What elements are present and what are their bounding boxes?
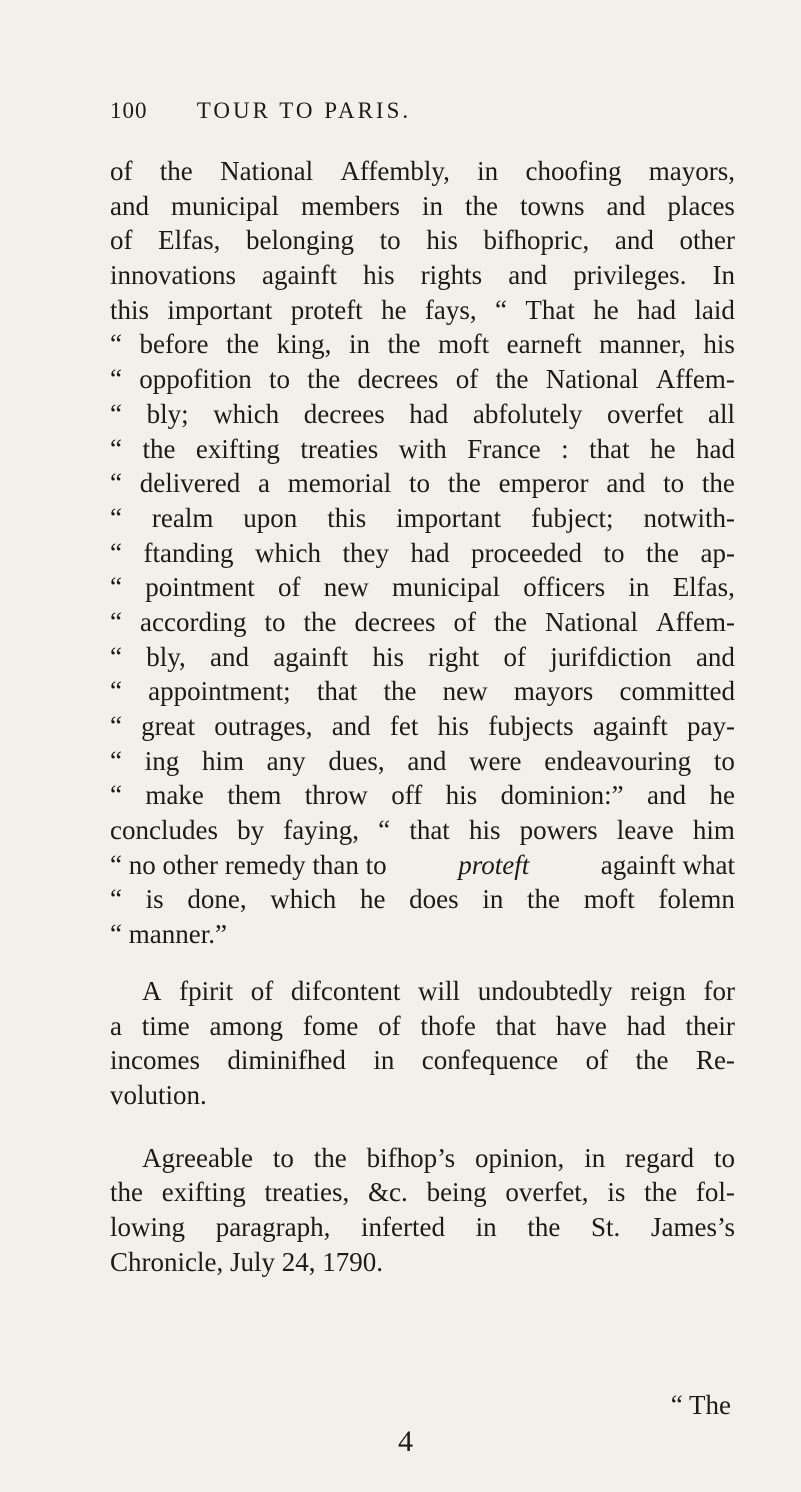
word: regard [625, 1142, 695, 1173]
word: fays, [424, 294, 477, 325]
text-line [110, 848, 735, 883]
text-line [110, 778, 735, 813]
word: officers [523, 572, 606, 603]
word: that [316, 676, 358, 707]
word: the [644, 1177, 678, 1208]
word: decrees [354, 606, 436, 637]
word: concludes [110, 815, 218, 846]
word: right [428, 641, 480, 672]
page-number: 100 [110, 98, 148, 123]
word: : [561, 433, 569, 464]
word: in [421, 190, 443, 221]
word: In [712, 260, 735, 291]
text-line [110, 1141, 735, 1176]
word: committed [619, 676, 735, 707]
word: ing [144, 745, 180, 776]
text-line [110, 1175, 735, 1210]
text-line [110, 882, 735, 917]
word: that [409, 815, 450, 846]
word: a [110, 1010, 122, 1041]
word: the [635, 1045, 669, 1076]
word: treaties, [264, 1177, 350, 1208]
word: of [585, 1045, 609, 1076]
word: to [272, 1142, 294, 1173]
text-line [110, 258, 735, 293]
word: and [331, 711, 371, 741]
word: fubjects [488, 711, 574, 741]
word: “ [110, 364, 122, 395]
word: laid [694, 294, 735, 325]
word: “ [110, 433, 122, 464]
paragraph-2 [110, 974, 735, 1113]
word: upon [243, 502, 298, 533]
word: paragraph, [215, 1211, 331, 1242]
word: Elfas, [158, 225, 221, 256]
word: mayors [513, 676, 594, 707]
word: and [606, 190, 646, 221]
word: innovations [110, 260, 236, 291]
word: proceeded [471, 537, 582, 568]
word: among [209, 1010, 284, 1041]
word: confequence [421, 1045, 559, 1076]
word: endeavouring [544, 745, 692, 776]
text-line [110, 293, 735, 328]
word: will [418, 975, 461, 1006]
word: powers [519, 815, 598, 846]
word: the [303, 606, 337, 637]
word: the [110, 1177, 143, 1208]
word: pay- [686, 711, 735, 741]
word: to [713, 1142, 735, 1173]
word: lowing [110, 1211, 186, 1242]
word: the [387, 329, 421, 360]
word: “ [495, 294, 507, 325]
word: this [327, 502, 367, 533]
word: bifhop’s [366, 1142, 456, 1173]
word: make [145, 780, 204, 811]
word: his [703, 329, 735, 360]
text-line [110, 1009, 735, 1044]
word: jurifdiction [550, 641, 672, 672]
word: being [426, 1177, 487, 1208]
word: other [679, 225, 735, 256]
word: undoubtedly [477, 975, 613, 1006]
word: againft [273, 641, 349, 672]
word: the [142, 433, 176, 464]
word: is [607, 1177, 626, 1208]
text-line [110, 362, 735, 397]
word: of [378, 1010, 401, 1041]
word: his [426, 225, 458, 256]
word: Affembly, [340, 156, 450, 186]
word: manner, [599, 329, 686, 360]
word: James’s [650, 1211, 735, 1242]
word: Affem- [656, 606, 735, 637]
word: and [614, 225, 654, 256]
word: earneft [506, 329, 582, 360]
body-text [110, 154, 735, 1279]
word: National [545, 364, 639, 395]
word: his [372, 641, 404, 672]
word: treaties [300, 433, 379, 464]
paragraph-gap [110, 1113, 735, 1141]
word: “ [110, 572, 122, 603]
word: him [692, 815, 735, 846]
word: in [628, 572, 650, 603]
word: the [447, 468, 481, 499]
word: opinion, [475, 1142, 565, 1173]
word: in [584, 1142, 606, 1173]
word: “ [110, 606, 122, 637]
text-segment: againft what [600, 849, 735, 880]
word: members [300, 190, 400, 221]
paragraph-gap [110, 952, 735, 974]
word: great [141, 711, 196, 741]
word: Re- [695, 1045, 735, 1076]
word: in [477, 156, 499, 186]
word: and [508, 260, 548, 291]
word: faying, [283, 815, 360, 846]
word: “ [110, 745, 122, 776]
word: thofe [420, 1010, 476, 1041]
word: municipal [170, 190, 279, 221]
word: folemn [658, 884, 735, 915]
word: mayors, [648, 156, 735, 186]
word: exifting [161, 1177, 246, 1208]
word: all [707, 398, 735, 429]
word: A [142, 975, 162, 1006]
word: “ [110, 641, 122, 672]
word: choofing [525, 156, 622, 186]
word: important [396, 502, 502, 533]
text-line: Chronicle, July 24, 1790. [110, 1246, 383, 1277]
word: leave [616, 815, 674, 846]
word: Affem- [655, 364, 735, 395]
word: National [220, 156, 314, 186]
text-line [110, 432, 735, 467]
word: had [409, 398, 449, 429]
word: of [453, 606, 476, 637]
word: the [383, 676, 417, 707]
word: had [696, 433, 735, 464]
word: “ [110, 502, 122, 533]
word: had [410, 537, 450, 568]
word: “ [110, 711, 122, 741]
text-line [110, 466, 735, 501]
word: that [495, 1010, 537, 1041]
word: and [647, 780, 687, 811]
word: places [667, 190, 735, 221]
word: their [685, 1010, 735, 1041]
word: in [348, 329, 370, 360]
word: oppofition [139, 364, 252, 395]
text-line: volution. [110, 1079, 207, 1110]
catchword: “ The [670, 1390, 731, 1420]
word: againft [592, 711, 668, 741]
word: belonging [246, 225, 355, 256]
word: bly, [146, 641, 186, 672]
word: which [213, 398, 280, 429]
word: of [503, 641, 526, 672]
word: “ [110, 676, 122, 707]
word: bly; [146, 398, 189, 429]
word: appointment; [148, 676, 291, 707]
word: with [398, 433, 447, 464]
word: important [167, 294, 273, 325]
running-head [110, 98, 411, 124]
word: proteft [290, 294, 363, 325]
word: fubject; [531, 502, 614, 533]
text-line [110, 1210, 735, 1245]
word: ftanding [143, 537, 234, 568]
word: that [589, 433, 630, 464]
word: difcontent [290, 975, 401, 1006]
word: in [373, 1045, 395, 1076]
text-line [110, 501, 735, 536]
word: were [469, 745, 522, 776]
word: any [266, 745, 306, 776]
signature-mark: 4 [398, 1425, 413, 1458]
word: which [270, 884, 337, 915]
text-line [110, 974, 735, 1009]
word: “ [110, 329, 122, 360]
word: them [227, 780, 282, 811]
word: of [455, 364, 479, 395]
word: diminifhed [227, 1045, 346, 1076]
word: of [110, 156, 133, 186]
word: emperor [498, 468, 589, 499]
text-line [110, 744, 735, 779]
word: “ [110, 468, 122, 499]
word: for [703, 975, 735, 1006]
text-line [110, 154, 735, 189]
word: before [139, 329, 209, 360]
text-line [110, 674, 735, 709]
word: dues, [328, 745, 385, 776]
word: his [445, 780, 478, 811]
italic-word: proteft [458, 849, 530, 880]
word: “ [110, 780, 122, 811]
word: time [141, 1010, 190, 1041]
word: and [209, 641, 249, 672]
word: does [409, 884, 459, 915]
word: reign [630, 975, 686, 1006]
word: had [637, 294, 677, 325]
word: and [110, 190, 149, 221]
word: ap- [700, 537, 735, 568]
word: the [159, 156, 193, 186]
word: That [525, 294, 575, 325]
word: he [593, 294, 619, 325]
word: king, [276, 329, 332, 360]
word: and [407, 745, 447, 776]
word: to [663, 468, 685, 499]
text-line [110, 709, 735, 744]
word: inferted [361, 1211, 445, 1242]
word: decrees [357, 364, 439, 395]
word: exifting [195, 433, 280, 464]
word: “ [378, 815, 391, 846]
word: the [527, 884, 561, 915]
word: “ [110, 537, 122, 568]
running-title: TOUR TO PARIS. [196, 98, 412, 123]
word: the [493, 606, 527, 637]
word: and [606, 468, 646, 499]
word: notwith- [643, 502, 735, 533]
word: he [650, 433, 676, 464]
text-segment: “ no other remedy than to [110, 849, 387, 880]
word: Agreeable [142, 1142, 253, 1173]
word: towns [519, 190, 585, 221]
word: by [237, 815, 265, 846]
text-line [110, 397, 735, 432]
text-line [110, 1043, 735, 1078]
text-line: “ manner.” [110, 919, 227, 950]
word: the [307, 364, 341, 395]
word: him [201, 745, 244, 776]
word: he [359, 884, 386, 915]
text-line [110, 223, 735, 258]
word: of [277, 572, 301, 603]
word: overfet, [505, 1177, 589, 1208]
text-line [110, 605, 735, 640]
word: had [626, 1010, 666, 1041]
paragraph-3 [110, 1141, 735, 1280]
word: France [467, 433, 541, 464]
word: he [381, 294, 407, 325]
word: municipal [391, 572, 500, 603]
word: Elfas, [672, 572, 735, 603]
word: rights [420, 260, 483, 291]
paragraph-1 [110, 154, 735, 952]
word: new [442, 676, 488, 707]
word: according [140, 606, 247, 637]
word: “ [110, 884, 122, 915]
word: privileges. [573, 260, 687, 291]
word: to [713, 745, 735, 776]
word: this [110, 294, 150, 325]
word: abfolutely [472, 398, 583, 429]
text-line [110, 570, 735, 605]
word: moft [438, 329, 490, 360]
word: his [468, 815, 501, 846]
word: dominion:” [500, 780, 624, 811]
word: realm [151, 502, 214, 533]
word: new [323, 572, 369, 603]
word: he [709, 780, 735, 811]
text-line [110, 327, 735, 362]
word: &c. [368, 1177, 408, 1208]
word: the [313, 1142, 347, 1173]
word: fet [389, 711, 419, 741]
word: memorial [287, 468, 392, 499]
word: fol- [695, 1177, 735, 1208]
word: his [437, 711, 470, 741]
word: to [264, 606, 286, 637]
word: fome [302, 1010, 359, 1041]
word: outrages, [214, 711, 313, 741]
text-line [110, 813, 735, 848]
word: overfet [606, 398, 684, 429]
word: delivered [139, 468, 241, 499]
word: done, [187, 884, 247, 915]
word: National [545, 606, 638, 637]
word: in [475, 1211, 497, 1242]
word: the [495, 364, 529, 395]
word: the [527, 1211, 561, 1242]
word: his [363, 260, 395, 291]
word: have [555, 1010, 607, 1041]
word: of [250, 975, 274, 1006]
word: to [268, 364, 290, 395]
word: decrees [303, 398, 385, 429]
word: and [695, 641, 735, 672]
word: to [409, 468, 431, 499]
word: the [464, 190, 498, 221]
word: “ [110, 398, 122, 429]
word: the [226, 329, 260, 360]
text-line [110, 189, 735, 224]
word: in [482, 884, 504, 915]
word: incomes [110, 1045, 200, 1076]
word: St. [591, 1211, 621, 1242]
word: to [603, 537, 625, 568]
word: of [110, 225, 133, 256]
word: they [342, 537, 389, 568]
word: off [391, 780, 423, 811]
word: a [258, 468, 270, 499]
word: is [145, 884, 164, 915]
text-line [110, 640, 735, 675]
word: to [379, 225, 401, 256]
word: throw [304, 780, 368, 811]
word: the [646, 537, 679, 568]
word: fpirit [179, 975, 234, 1006]
word: againft [262, 260, 338, 291]
word: moft [583, 884, 635, 915]
word: bifhopric, [483, 225, 590, 256]
word: the [701, 468, 735, 499]
word: pointment [145, 572, 255, 603]
text-line [110, 536, 735, 571]
word: which [255, 537, 321, 568]
